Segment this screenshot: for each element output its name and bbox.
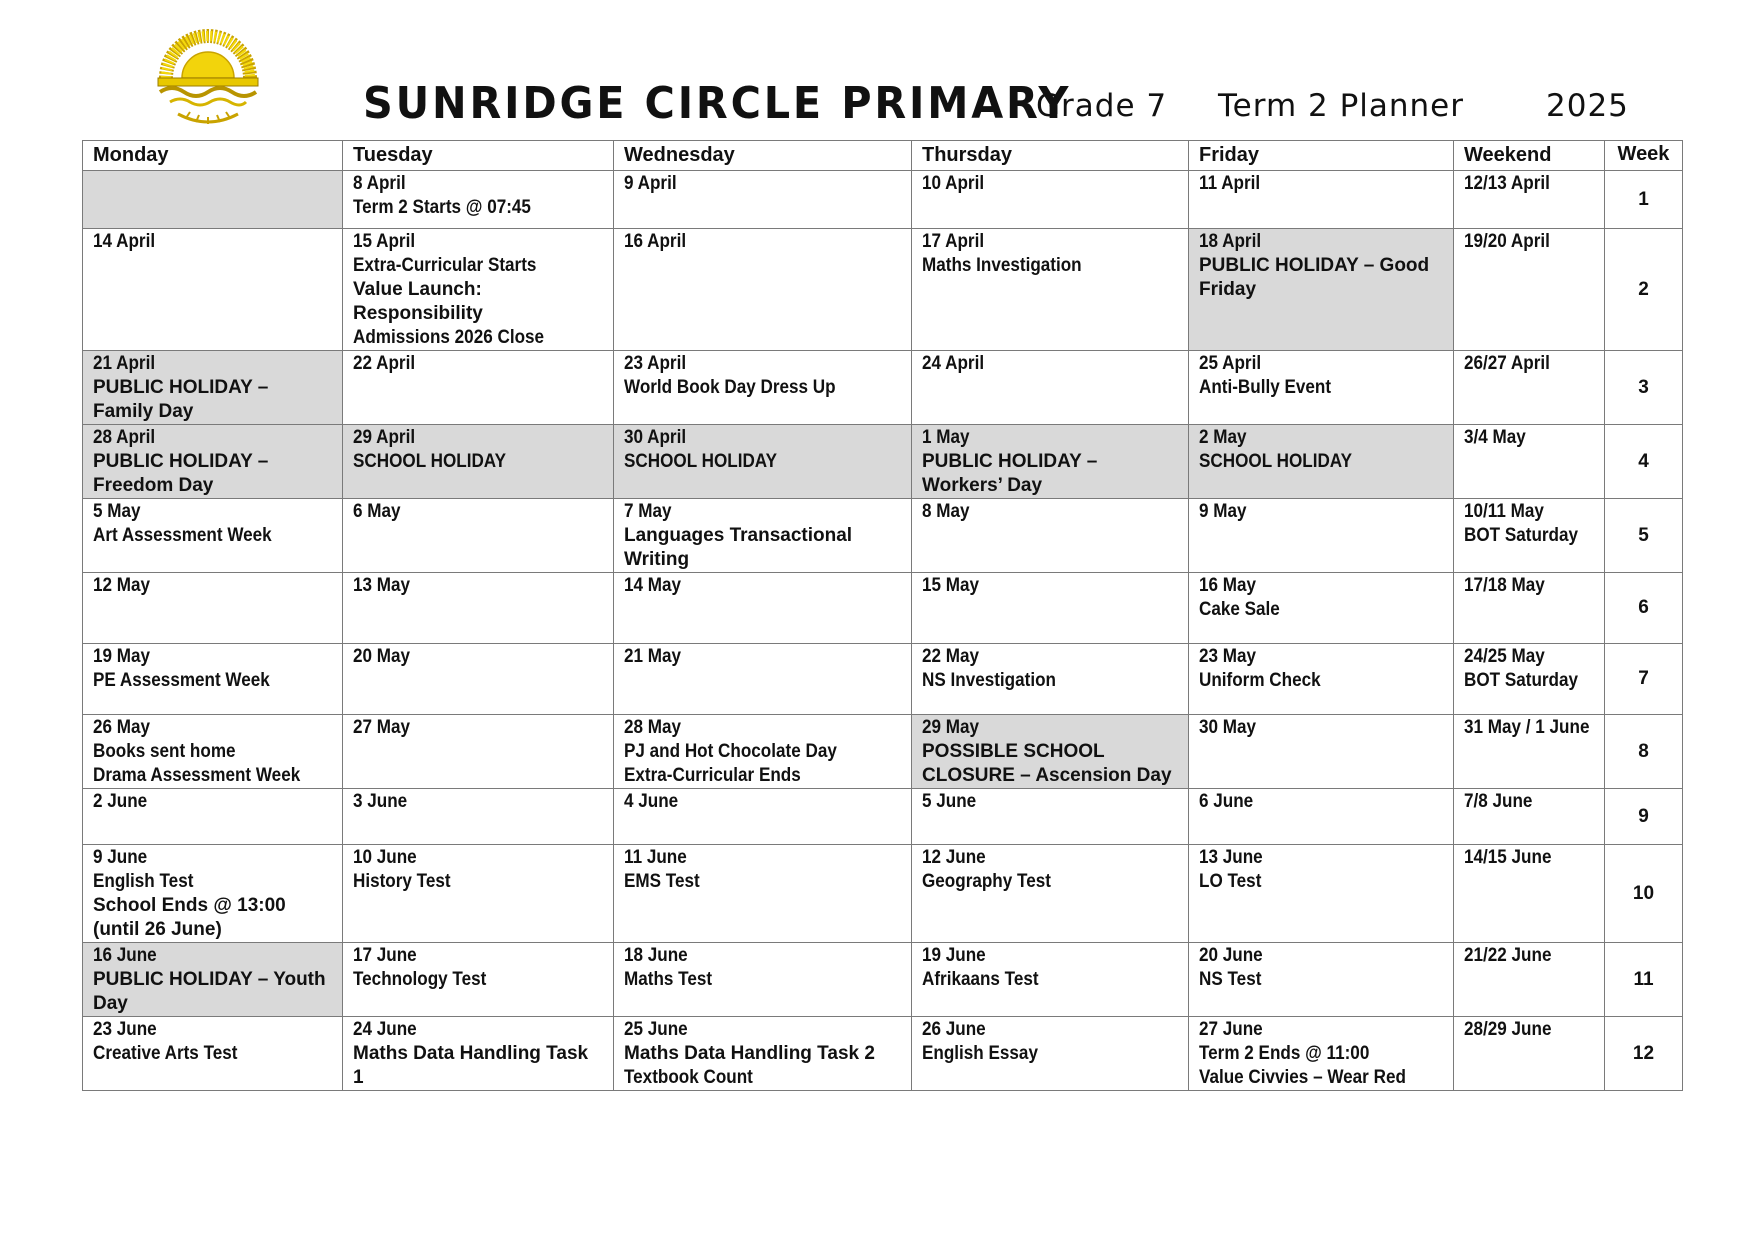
week-number: 7 [1605,644,1683,715]
day-cell-monday [83,499,343,573]
day-cell-thursday [912,943,1189,1017]
term-planner-table [82,140,1683,1091]
table-row [83,171,1683,229]
cell-date: 21 May [624,646,682,667]
cell-date: 19 May [93,646,151,667]
cell-date: 13 May [353,575,411,596]
col-header-wednesday: Wednesday [614,141,912,171]
week-number: 9 [1605,789,1683,845]
cell-date: 18 April [1199,231,1262,252]
day-cell-friday [1189,351,1454,425]
cell-event: Drama Assessment Week [93,765,301,786]
cell-date: 14 April [93,231,156,252]
cell-date: 24/25 May [1464,646,1545,667]
cell-date: 21 April [93,353,156,374]
cell-event: Books sent home [93,741,236,762]
day-cell-friday [1189,229,1454,351]
cell-event: Value Launch: Responsibility [353,279,483,324]
cell-event: Textbook Count [624,1067,753,1088]
day-cell-weekend [1454,789,1605,845]
cell-date: 12 June [922,847,986,868]
cell-date: 21/22 June [1464,945,1552,966]
cell-date: 25 June [624,1019,688,1040]
cell-event: Geography Test [922,871,1051,892]
day-cell-wednesday [614,845,912,943]
day-cell-weekend [1454,171,1605,229]
col-header-week: Week [1605,141,1683,171]
cell-date: 25 April [1199,353,1262,374]
cell-event: Value Civvies – Wear Red [1199,1067,1406,1088]
cell-date: 26 May [93,717,151,738]
day-cell-thursday [912,573,1189,644]
day-cell-wednesday [614,425,912,499]
cell-event: Anti-Bully Event [1199,377,1332,398]
cell-date: 29 April [353,427,416,448]
day-cell-weekend [1454,351,1605,425]
col-header-tuesday: Tuesday [343,141,614,171]
cell-event: Admissions 2026 Close [353,327,545,348]
cell-event: PE Assessment Week [93,670,270,691]
cell-date: 26/27 April [1464,353,1550,374]
day-cell-tuesday [343,499,614,573]
cell-date: 30 May [1199,717,1257,738]
table-row [83,644,1683,715]
grade-label: Grade 7 [1036,88,1168,124]
school-name: SUNRIDGE CIRCLE PRIMARY [363,78,1072,129]
day-cell-tuesday [343,845,614,943]
cell-date: 27 May [353,717,411,738]
week-number: 3 [1605,351,1683,425]
day-cell-monday [83,789,343,845]
week-number: 11 [1605,943,1683,1017]
day-cell-weekend [1454,425,1605,499]
cell-event: EMS Test [624,871,700,892]
day-cell-friday [1189,425,1454,499]
cell-date: 15 April [353,231,416,252]
day-cell-friday [1189,715,1454,789]
cell-date: 28 April [93,427,156,448]
day-cell-monday [83,229,343,351]
cell-date: 10/11 May [1464,501,1544,522]
cell-event: Maths Investigation [922,255,1082,276]
cell-event: PUBLIC HOLIDAY – Youth Day [93,969,326,1014]
day-cell-monday [83,715,343,789]
cell-event: PJ and Hot Chocolate Day [624,741,837,762]
day-cell-tuesday [343,789,614,845]
cell-date: 7/8 June [1464,791,1533,812]
cell-date: 19 June [922,945,986,966]
cell-date: 5 June [922,791,977,812]
table-row [83,499,1683,573]
cell-date: 24 April [922,353,985,374]
cell-date: 14/15 June [1464,847,1552,868]
cell-event: SCHOOL HOLIDAY [1199,451,1352,472]
week-number: 8 [1605,715,1683,789]
cell-date: 11 June [624,847,687,868]
cell-date: 3/4 May [1464,427,1526,448]
cell-event: History Test [353,871,451,892]
day-cell-weekend [1454,229,1605,351]
day-cell-wednesday [614,715,912,789]
day-cell-weekend [1454,499,1605,573]
day-cell-monday [83,943,343,1017]
day-cell-friday [1189,789,1454,845]
day-cell-weekend [1454,943,1605,1017]
day-cell-monday [83,845,343,943]
cell-date: 1 May [922,427,970,448]
cell-date: 31 May / 1 June [1464,717,1590,738]
week-number: 6 [1605,573,1683,644]
week-number: 10 [1605,845,1683,943]
cell-event: World Book Day Dress Up [624,377,836,398]
cell-date: 2 June [93,791,148,812]
cell-date: 16 April [624,231,687,252]
day-cell-wednesday [614,171,912,229]
cell-date: 26 June [922,1019,986,1040]
cell-date: 4 June [624,791,679,812]
cell-date: 14 May [624,575,682,596]
cell-date: 5 May [93,501,141,522]
day-cell-tuesday [343,351,614,425]
day-cell-wednesday [614,229,912,351]
header-row [83,141,1683,171]
day-cell-thursday [912,1017,1189,1091]
cell-date: 20 June [1199,945,1263,966]
cell-event: School Ends @ 13:00 (until 26 June) [93,895,286,940]
cell-event: Term 2 Starts @ 07:45 [353,197,531,218]
day-cell-wednesday [614,351,912,425]
cell-date: 28/29 June [1464,1019,1552,1040]
day-cell-wednesday [614,573,912,644]
cell-date: 9 April [624,173,677,194]
day-cell-friday [1189,644,1454,715]
cell-date: 17 April [922,231,985,252]
col-header-friday: Friday [1189,141,1454,171]
day-cell-wednesday [614,644,912,715]
day-cell-weekend [1454,644,1605,715]
col-header-monday: Monday [83,141,343,171]
cell-date: 24 June [353,1019,417,1040]
col-header-weekend: Weekend [1454,141,1605,171]
cell-date: 7 May [624,501,672,522]
table-row [83,573,1683,644]
table-row [83,229,1683,351]
cell-date: 15 May [922,575,980,596]
cell-event: Extra-Curricular Starts [353,255,537,276]
table-row [83,845,1683,943]
table-row [83,1017,1683,1091]
day-cell-friday [1189,845,1454,943]
cell-event: Technology Test [353,969,487,990]
cell-event: LO Test [1199,871,1262,892]
cell-event: NS Test [1199,969,1262,990]
planner-header [0,74,1754,134]
day-cell-tuesday [343,229,614,351]
day-cell-friday [1189,171,1454,229]
cell-date: 11 April [1199,173,1261,194]
cell-event: POSSIBLE SCHOOL CLOSURE – Ascension Day [922,741,1172,786]
week-number: 12 [1605,1017,1683,1091]
table-row [83,789,1683,845]
cell-date: 29 May [922,717,980,738]
cell-date: 22 May [922,646,980,667]
day-cell-tuesday [343,715,614,789]
cell-event: Maths Data Handling Task 1 [353,1043,589,1088]
cell-date: 23 April [624,353,687,374]
cell-date: 12/13 April [1464,173,1550,194]
cell-event: Cake Sale [1199,599,1280,620]
cell-date: 17/18 May [1464,575,1545,596]
cell-date: 16 June [93,945,157,966]
year-label: 2025 [1546,88,1629,124]
day-cell-thursday [912,425,1189,499]
cell-date: 20 May [353,646,411,667]
day-cell-tuesday [343,943,614,1017]
cell-date: 6 June [1199,791,1254,812]
cell-event: Afrikaans Test [922,969,1039,990]
cell-event: Extra-Curricular Ends [624,765,801,786]
day-cell-weekend [1454,715,1605,789]
table-row [83,715,1683,789]
table-row [83,351,1683,425]
day-cell-tuesday [343,1017,614,1091]
day-cell-thursday [912,845,1189,943]
cell-date: 2 May [1199,427,1247,448]
planner-body [83,171,1683,1091]
cell-date: 3 June [353,791,408,812]
cell-date: 12 May [93,575,151,596]
day-cell-monday [83,171,343,229]
cell-date: 9 May [1199,501,1247,522]
day-cell-friday [1189,943,1454,1017]
planner-title: Term 2 Planner [1218,88,1464,124]
day-cell-friday [1189,499,1454,573]
cell-event: NS Investigation [922,670,1056,691]
cell-date: 10 April [922,173,985,194]
cell-date: 18 June [624,945,688,966]
cell-date: 6 May [353,501,401,522]
cell-event: Creative Arts Test [93,1043,238,1064]
cell-date: 10 June [353,847,417,868]
day-cell-wednesday [614,1017,912,1091]
cell-date: 19/20 April [1464,231,1550,252]
cell-event: English Essay [922,1043,1038,1064]
day-cell-thursday [912,499,1189,573]
cell-date: 17 June [353,945,417,966]
cell-event: Maths Data Handling Task 2 [624,1043,875,1064]
day-cell-tuesday [343,573,614,644]
cell-event: Uniform Check [1199,670,1321,691]
cell-date: 16 May [1199,575,1257,596]
week-number: 2 [1605,229,1683,351]
table-row [83,425,1683,499]
day-cell-tuesday [343,171,614,229]
day-cell-monday [83,1017,343,1091]
day-cell-friday [1189,573,1454,644]
cell-event: PUBLIC HOLIDAY – Workers’ Day [922,451,1098,496]
cell-event: Maths Test [624,969,713,990]
day-cell-monday [83,573,343,644]
day-cell-tuesday [343,644,614,715]
cell-date: 9 June [93,847,148,868]
day-cell-thursday [912,229,1189,351]
cell-event: Term 2 Ends @ 11:00 [1199,1043,1370,1064]
cell-date: 13 June [1199,847,1263,868]
day-cell-thursday [912,171,1189,229]
day-cell-monday [83,425,343,499]
table-row [83,943,1683,1017]
cell-event: BOT Saturday [1464,670,1579,691]
day-cell-monday [83,351,343,425]
day-cell-wednesday [614,499,912,573]
day-cell-weekend [1454,573,1605,644]
day-cell-monday [83,644,343,715]
day-cell-thursday [912,789,1189,845]
cell-date: 22 April [353,353,416,374]
day-cell-weekend [1454,1017,1605,1091]
cell-event: PUBLIC HOLIDAY – Freedom Day [93,451,269,496]
week-number: 1 [1605,171,1683,229]
cell-date: 23 May [1199,646,1257,667]
cell-event: Languages Transactional Writing [624,525,853,570]
day-cell-thursday [912,644,1189,715]
cell-event: English Test [93,871,194,892]
week-number: 5 [1605,499,1683,573]
day-cell-tuesday [343,425,614,499]
day-cell-weekend [1454,845,1605,943]
cell-date: 27 June [1199,1019,1263,1040]
day-cell-wednesday [614,789,912,845]
cell-date: 8 May [922,501,970,522]
cell-event: PUBLIC HOLIDAY – Good Friday [1199,255,1430,300]
day-cell-wednesday [614,943,912,1017]
cell-date: 23 June [93,1019,157,1040]
day-cell-thursday [912,715,1189,789]
day-cell-friday [1189,1017,1454,1091]
col-header-thursday: Thursday [912,141,1189,171]
cell-event: SCHOOL HOLIDAY [624,451,777,472]
day-cell-thursday [912,351,1189,425]
cell-event: SCHOOL HOLIDAY [353,451,506,472]
cell-event: PUBLIC HOLIDAY – Family Day [93,377,269,422]
cell-date: 8 April [353,173,406,194]
cell-event: Art Assessment Week [93,525,272,546]
cell-date: 28 May [624,717,682,738]
week-number: 4 [1605,425,1683,499]
cell-event: BOT Saturday [1464,525,1579,546]
cell-date: 30 April [624,427,687,448]
